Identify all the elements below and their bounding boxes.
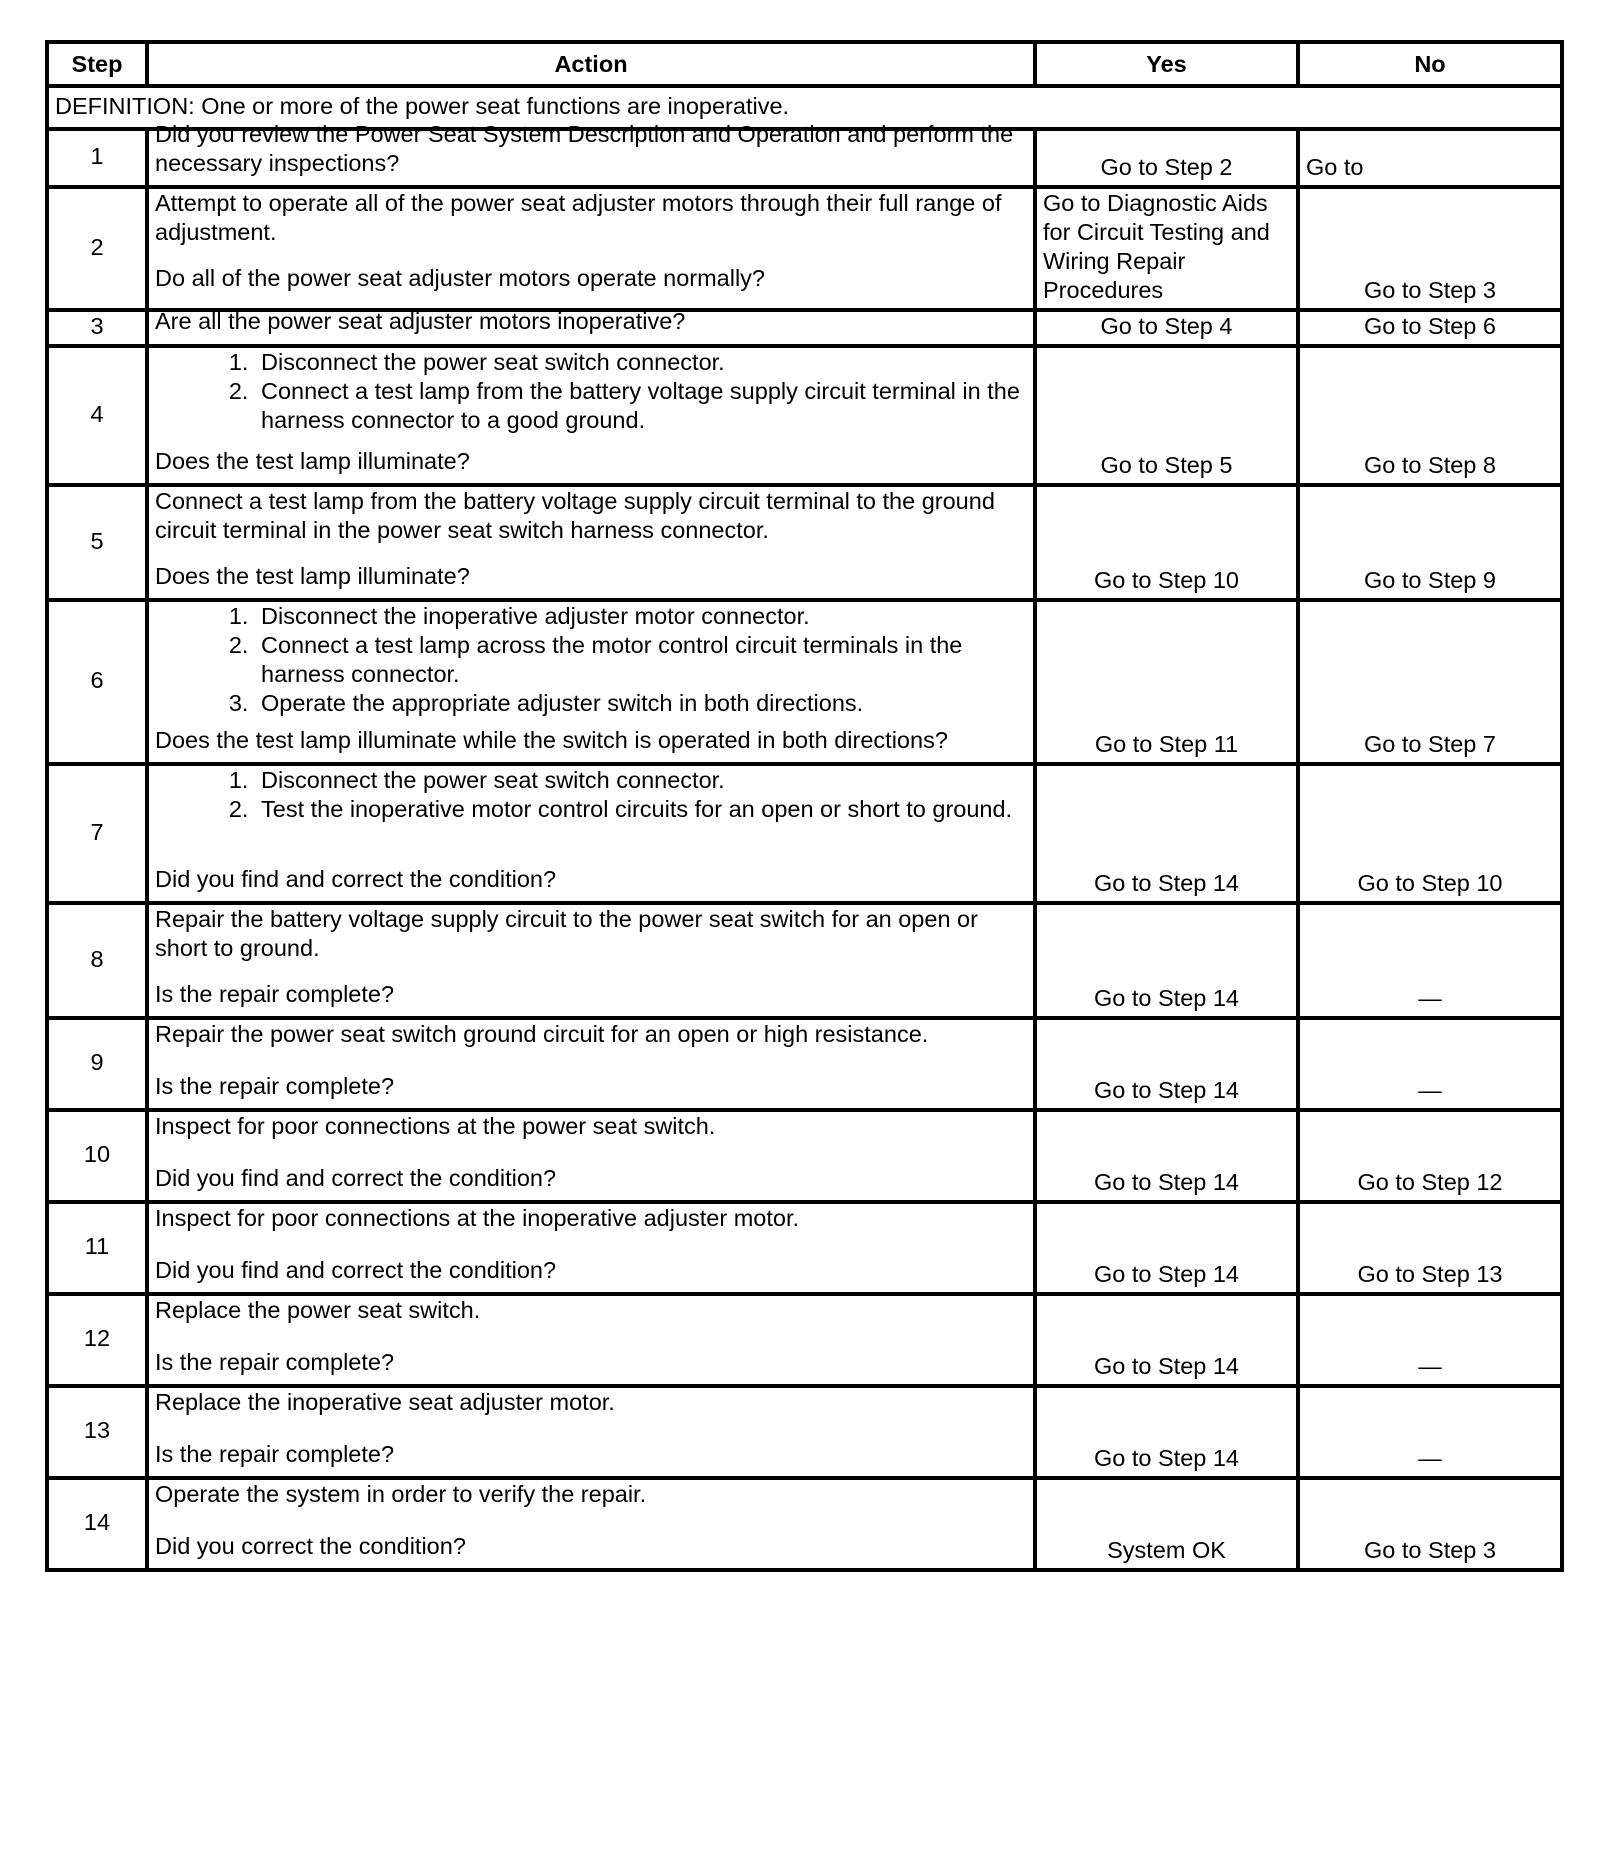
result-yes: Go to Step 2 <box>1035 129 1298 187</box>
action-cell <box>147 1110 1035 1202</box>
result-no: Go to Step 7 <box>1298 600 1562 764</box>
action-step-item: 2. Connect a test lamp across the motor control circuit terminals in the harness connector. <box>255 631 1027 689</box>
result-yes: System OK <box>1035 1478 1298 1570</box>
table-row <box>47 1294 1562 1386</box>
action-cell <box>147 1294 1035 1386</box>
action-question: Is the repair complete? <box>155 1441 395 1467</box>
step-number: 11 <box>47 1202 147 1294</box>
header-yes: Yes <box>1035 42 1298 86</box>
action-question: Does the test lamp illuminate? <box>155 563 470 589</box>
action-question: Did you find and correct the condition? <box>155 1165 557 1191</box>
action-cell <box>147 1018 1035 1110</box>
table-row <box>47 485 1562 600</box>
action-question: Is the repair complete? <box>155 981 395 1007</box>
table-row <box>47 1110 1562 1202</box>
result-no: — <box>1298 1386 1562 1478</box>
action-instruction: Did you review the Power Seat System Description and Operation and perform the necessary inspections? <box>155 121 1014 176</box>
action-cell <box>147 121 1035 187</box>
action-cell <box>147 1386 1035 1478</box>
result-yes: Go to Step 14 <box>1035 1202 1298 1294</box>
result-no: — <box>1298 1018 1562 1110</box>
action-step-list <box>155 602 1027 718</box>
step-number: 12 <box>47 1294 147 1386</box>
action-step-list <box>155 766 1027 824</box>
step-number: 8 <box>47 903 147 1018</box>
table-row <box>47 346 1562 485</box>
result-no: Go to Step 9 <box>1298 485 1562 600</box>
result-yes: Go to Diagnostic Aids for Circuit Testing and Wiring Repair Procedures <box>1035 187 1298 310</box>
result-yes: Go to Step 4 <box>1035 310 1298 346</box>
action-instruction: Repair the battery voltage supply circuit to the power seat switch for an open or short to ground. <box>155 906 978 961</box>
result-yes: Go to Step 14 <box>1035 1386 1298 1478</box>
step-number: 3 <box>47 310 147 346</box>
action-question: Did you correct the condition? <box>155 1533 466 1559</box>
result-yes: Go to Step 10 <box>1035 485 1298 600</box>
action-cell <box>147 485 1035 600</box>
table-row <box>47 310 1562 346</box>
action-instruction: Inspect for poor connections at the power seat switch. <box>155 1113 716 1139</box>
step-number: 10 <box>47 1110 147 1202</box>
table-row <box>47 764 1562 903</box>
action-instruction: Repair the power seat switch ground circuit for an open or high resistance. <box>155 1021 929 1047</box>
table-row <box>47 600 1562 764</box>
result-no: Go to Step 6 <box>1298 310 1562 346</box>
header-step: Step <box>47 42 147 86</box>
action-step-item: 2. Test the inoperative motor control circuits for an open or short to ground. <box>255 795 1027 824</box>
action-step-item: 2. Connect a test lamp from the battery voltage supply circuit terminal in the harness connector to a good ground. <box>255 377 1027 435</box>
action-instruction: Replace the power seat switch. <box>155 1297 481 1323</box>
result-no: Go to Step 10 <box>1298 764 1562 903</box>
action-cell <box>147 903 1035 1018</box>
table-row <box>47 903 1562 1018</box>
step-number: 2 <box>47 187 147 310</box>
header-no: No <box>1298 42 1562 86</box>
table-row <box>47 129 1562 187</box>
header-action: Action <box>147 42 1035 86</box>
action-instruction: Replace the inoperative seat adjuster motor. <box>155 1389 615 1415</box>
table-row <box>47 1018 1562 1110</box>
result-no: — <box>1298 1294 1562 1386</box>
action-question: Did you find and correct the condition? <box>155 866 557 892</box>
action-cell <box>147 764 1035 903</box>
action-question: Did you find and correct the condition? <box>155 1257 557 1283</box>
action-cell <box>147 310 1035 346</box>
table-row <box>47 187 1562 310</box>
step-number: 5 <box>47 485 147 600</box>
action-step-item: 1. Disconnect the power seat switch connector. <box>255 766 1027 795</box>
table-row <box>47 1386 1562 1478</box>
action-question: Is the repair complete? <box>155 1349 395 1375</box>
action-cell <box>147 600 1035 764</box>
result-yes: Go to Step 14 <box>1035 1110 1298 1202</box>
step-number: 4 <box>47 346 147 485</box>
step-number: 9 <box>47 1018 147 1110</box>
result-yes: Go to Step 14 <box>1035 1018 1298 1110</box>
action-instruction: Inspect for poor connections at the inoperative adjuster motor. <box>155 1205 800 1231</box>
action-instruction: Operate the system in order to verify the repair. <box>155 1481 647 1507</box>
action-question: Does the test lamp illuminate while the switch is operated in both directions? <box>155 727 948 753</box>
action-cell <box>147 1478 1035 1570</box>
step-number: 6 <box>47 600 147 764</box>
action-instruction: Are all the power seat adjuster motors inoperative? <box>155 308 686 334</box>
result-no: Go to Step 13 <box>1298 1202 1562 1294</box>
table-row <box>47 1202 1562 1294</box>
definition-text: DEFINITION: One or more of the power seat functions are inoperative. <box>47 86 1562 129</box>
result-no: Go to Step 8 <box>1298 346 1562 485</box>
table-body <box>47 86 1562 1570</box>
action-step-list <box>155 348 1027 435</box>
action-cell <box>147 346 1035 485</box>
action-question: Does the test lamp illuminate? <box>155 448 470 474</box>
result-no: — <box>1298 903 1562 1018</box>
action-instruction: Attempt to operate all of the power seat adjuster motors through their full range of adjustment. <box>155 190 1002 245</box>
result-no: Go to Step 12 <box>1298 1110 1562 1202</box>
action-cell <box>147 1202 1035 1294</box>
step-number: 7 <box>47 764 147 903</box>
action-step-item: 1. Disconnect the power seat switch connector. <box>255 348 1027 377</box>
action-instruction: Connect a test lamp from the battery voltage supply circuit terminal to the ground circuit terminal in the power seat switch harness connector. <box>155 488 995 543</box>
action-cell <box>147 187 1035 310</box>
result-yes: Go to Step 14 <box>1035 1294 1298 1386</box>
result-no: Go to Step 3 <box>1298 1478 1562 1570</box>
action-step-item: 1. Disconnect the inoperative adjuster motor connector. <box>255 602 1027 631</box>
action-step-item: 3. Operate the appropriate adjuster switch in both directions. <box>255 689 1027 718</box>
action-question: Is the repair complete? <box>155 1073 395 1099</box>
result-yes: Go to Step 11 <box>1035 600 1298 764</box>
action-question: Do all of the power seat adjuster motors operate normally? <box>155 265 766 291</box>
diagnostic-table <box>45 40 1564 1572</box>
step-number: 1 <box>47 129 147 187</box>
result-yes: Go to Step 5 <box>1035 346 1298 485</box>
step-number: 14 <box>47 1478 147 1570</box>
result-yes: Go to Step 14 <box>1035 903 1298 1018</box>
step-number: 13 <box>47 1386 147 1478</box>
header-row <box>47 42 1562 86</box>
result-no: Go to <box>1298 129 1562 187</box>
table-row <box>47 1478 1562 1570</box>
result-no: Go to Step 3 <box>1298 187 1562 310</box>
result-yes: Go to Step 14 <box>1035 764 1298 903</box>
